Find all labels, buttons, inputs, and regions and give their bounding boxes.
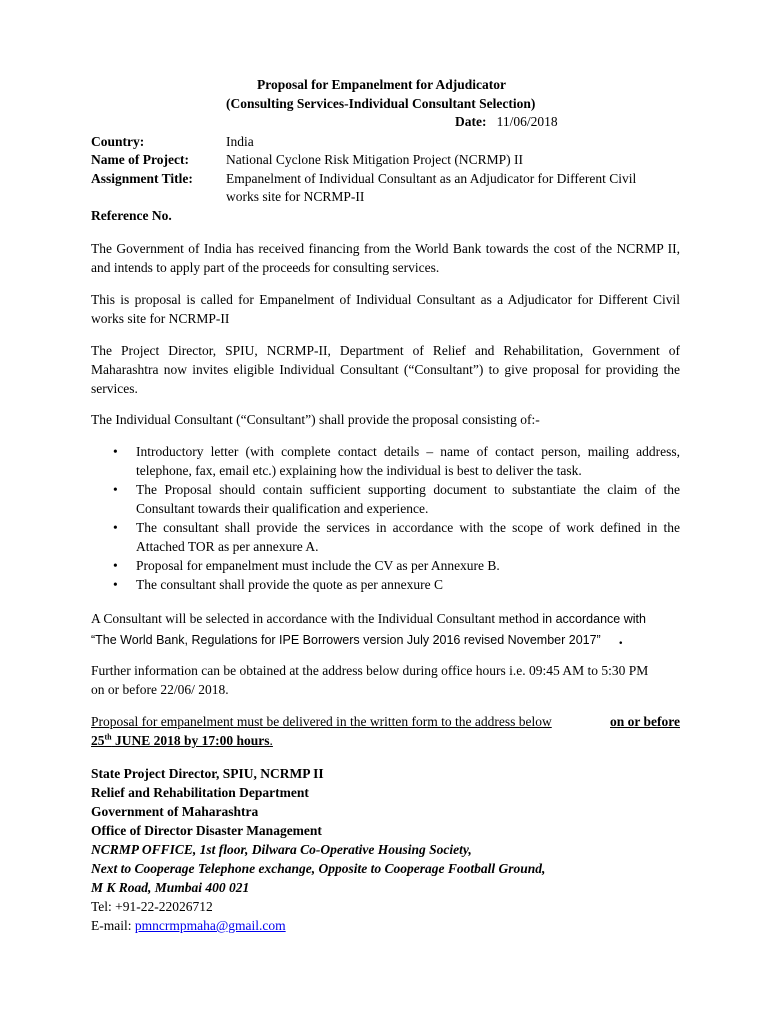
date-label: Date: (455, 114, 487, 129)
selection-method-text: A Consultant will be selected in accordance with the Individual Consultant method (91, 611, 540, 626)
deadline-line1 (91, 714, 680, 730)
selection-method-line2 (91, 631, 623, 649)
selection-method-text-sans: in accordance with (542, 612, 646, 626)
email-line (91, 916, 545, 935)
deadline-date (91, 733, 270, 748)
list-item-text: Proposal for empanelment must include the CV as per Annexure B. (136, 558, 500, 573)
address-line: State Project Director, SPIU, NCRMP II (91, 766, 324, 781)
date-line (455, 114, 558, 130)
paragraph-financing: The Government of India has received financing from the World Bank towards the cost of the NCRMP II, and intends to apply part of the proceeds for consulting services. (91, 241, 680, 275)
list-item-text: The Proposal should contain sufficient supporting document to substantiate the claim of the Consultant towards their qualification and experience. (136, 482, 680, 516)
deadline-month-time: JUNE 2018 by 17:00 hours (111, 733, 270, 748)
project-label: Name of Project: (91, 152, 189, 167)
deadline-text: Proposal for empanelment must be delivered in the written form to the address below (91, 714, 552, 729)
period-mark: . (618, 631, 623, 648)
bullet-icon: • (113, 558, 118, 573)
deadline-day-suffix: th (104, 732, 112, 742)
list-item (91, 518, 680, 556)
bullet-icon: • (113, 577, 118, 592)
contact-address-block (91, 764, 545, 935)
paragraph-proposal-contents: The Individual Consultant (“Consultant”) shall provide the proposal consisting of:- (91, 412, 540, 427)
world-bank-regulation-reference: “The World Bank, Regulations for IPE Borrowers version July 2016 revised November 2017” (91, 633, 601, 647)
deadline-line2 (91, 733, 273, 749)
address-line: Next to Cooperage Telephone exchange, Opposite to Cooperage Football Ground, (91, 861, 546, 876)
list-item (91, 480, 680, 518)
bullet-icon: • (113, 520, 118, 535)
further-info-line2: on or before 22/06/ 2018. (91, 682, 229, 697)
deadline-emphasis: on or before (610, 714, 680, 729)
address-line: Office of Director Disaster Management (91, 823, 322, 838)
document-subtitle: (Consulting Services-Individual Consultant Selection) (226, 96, 536, 111)
list-item-text: Introductory letter (with complete contact details – name of contact person, mailing address, telephone, fax, email etc.) explaining how the individual is best to deliver the task. (136, 444, 680, 478)
deadline-period: . (269, 733, 273, 748)
list-item-text: The consultant shall provide the quote as per annexure C (136, 577, 444, 592)
deadline-day: 25 (91, 733, 105, 748)
reference-label: Reference No. (91, 208, 172, 223)
country-value: India (226, 134, 254, 149)
project-value: National Cyclone Risk Mitigation Project (NCRMP) II (226, 152, 523, 167)
paragraph-invitation: The Project Director, SPIU, NCRMP-II, Department of Relief and Rehabilitation, Government of Maharashtra now invites eligible Individual Consultant (“Consultant”) to give proposal for providing the services. (91, 343, 680, 396)
assignment-value-line1: Empanelment of Individual Consultant as an Adjudicator for Different Civil (226, 171, 637, 186)
further-info-line1: Further information can be obtained at the address below during office hours i.e. 09:45 AM to 5:30 PM (91, 663, 649, 678)
list-item (91, 556, 680, 575)
requirements-list (91, 442, 680, 594)
list-item (91, 442, 680, 480)
country-label: Country: (91, 134, 145, 149)
assignment-value-line2: works site for NCRMP-II (226, 189, 365, 204)
paragraph-proposal-call: This is proposal is called for Empanelment of Individual Consultant as a Adjudicator for Different Civil works site for NCRMP-II (91, 292, 680, 326)
address-line: Relief and Rehabilitation Department (91, 785, 309, 800)
selection-method-line1 (91, 611, 680, 627)
address-line: M K Road, Mumbai 400 021 (91, 880, 250, 895)
date-value: 11/06/2018 (496, 114, 558, 129)
document-title: Proposal for Empanelment for Adjudicator (257, 77, 506, 92)
telephone-line: Tel: +91-22-22026712 (91, 899, 213, 914)
bullet-icon: • (113, 444, 118, 459)
list-item (91, 575, 680, 594)
address-line: Government of Maharashtra (91, 804, 259, 819)
bullet-icon: • (113, 482, 118, 497)
email-link[interactable]: pmncrmpmaha@gmail.com (134, 918, 286, 933)
list-item-text: The consultant shall provide the services in accordance with the scope of work defined in the Attached TOR as per annexure A. (136, 520, 680, 554)
address-line: NCRMP OFFICE, 1st floor, Dilwara Co-Operative Housing Society, (91, 842, 472, 857)
email-label: E-mail: (91, 918, 135, 933)
assignment-label: Assignment Title: (91, 171, 193, 186)
